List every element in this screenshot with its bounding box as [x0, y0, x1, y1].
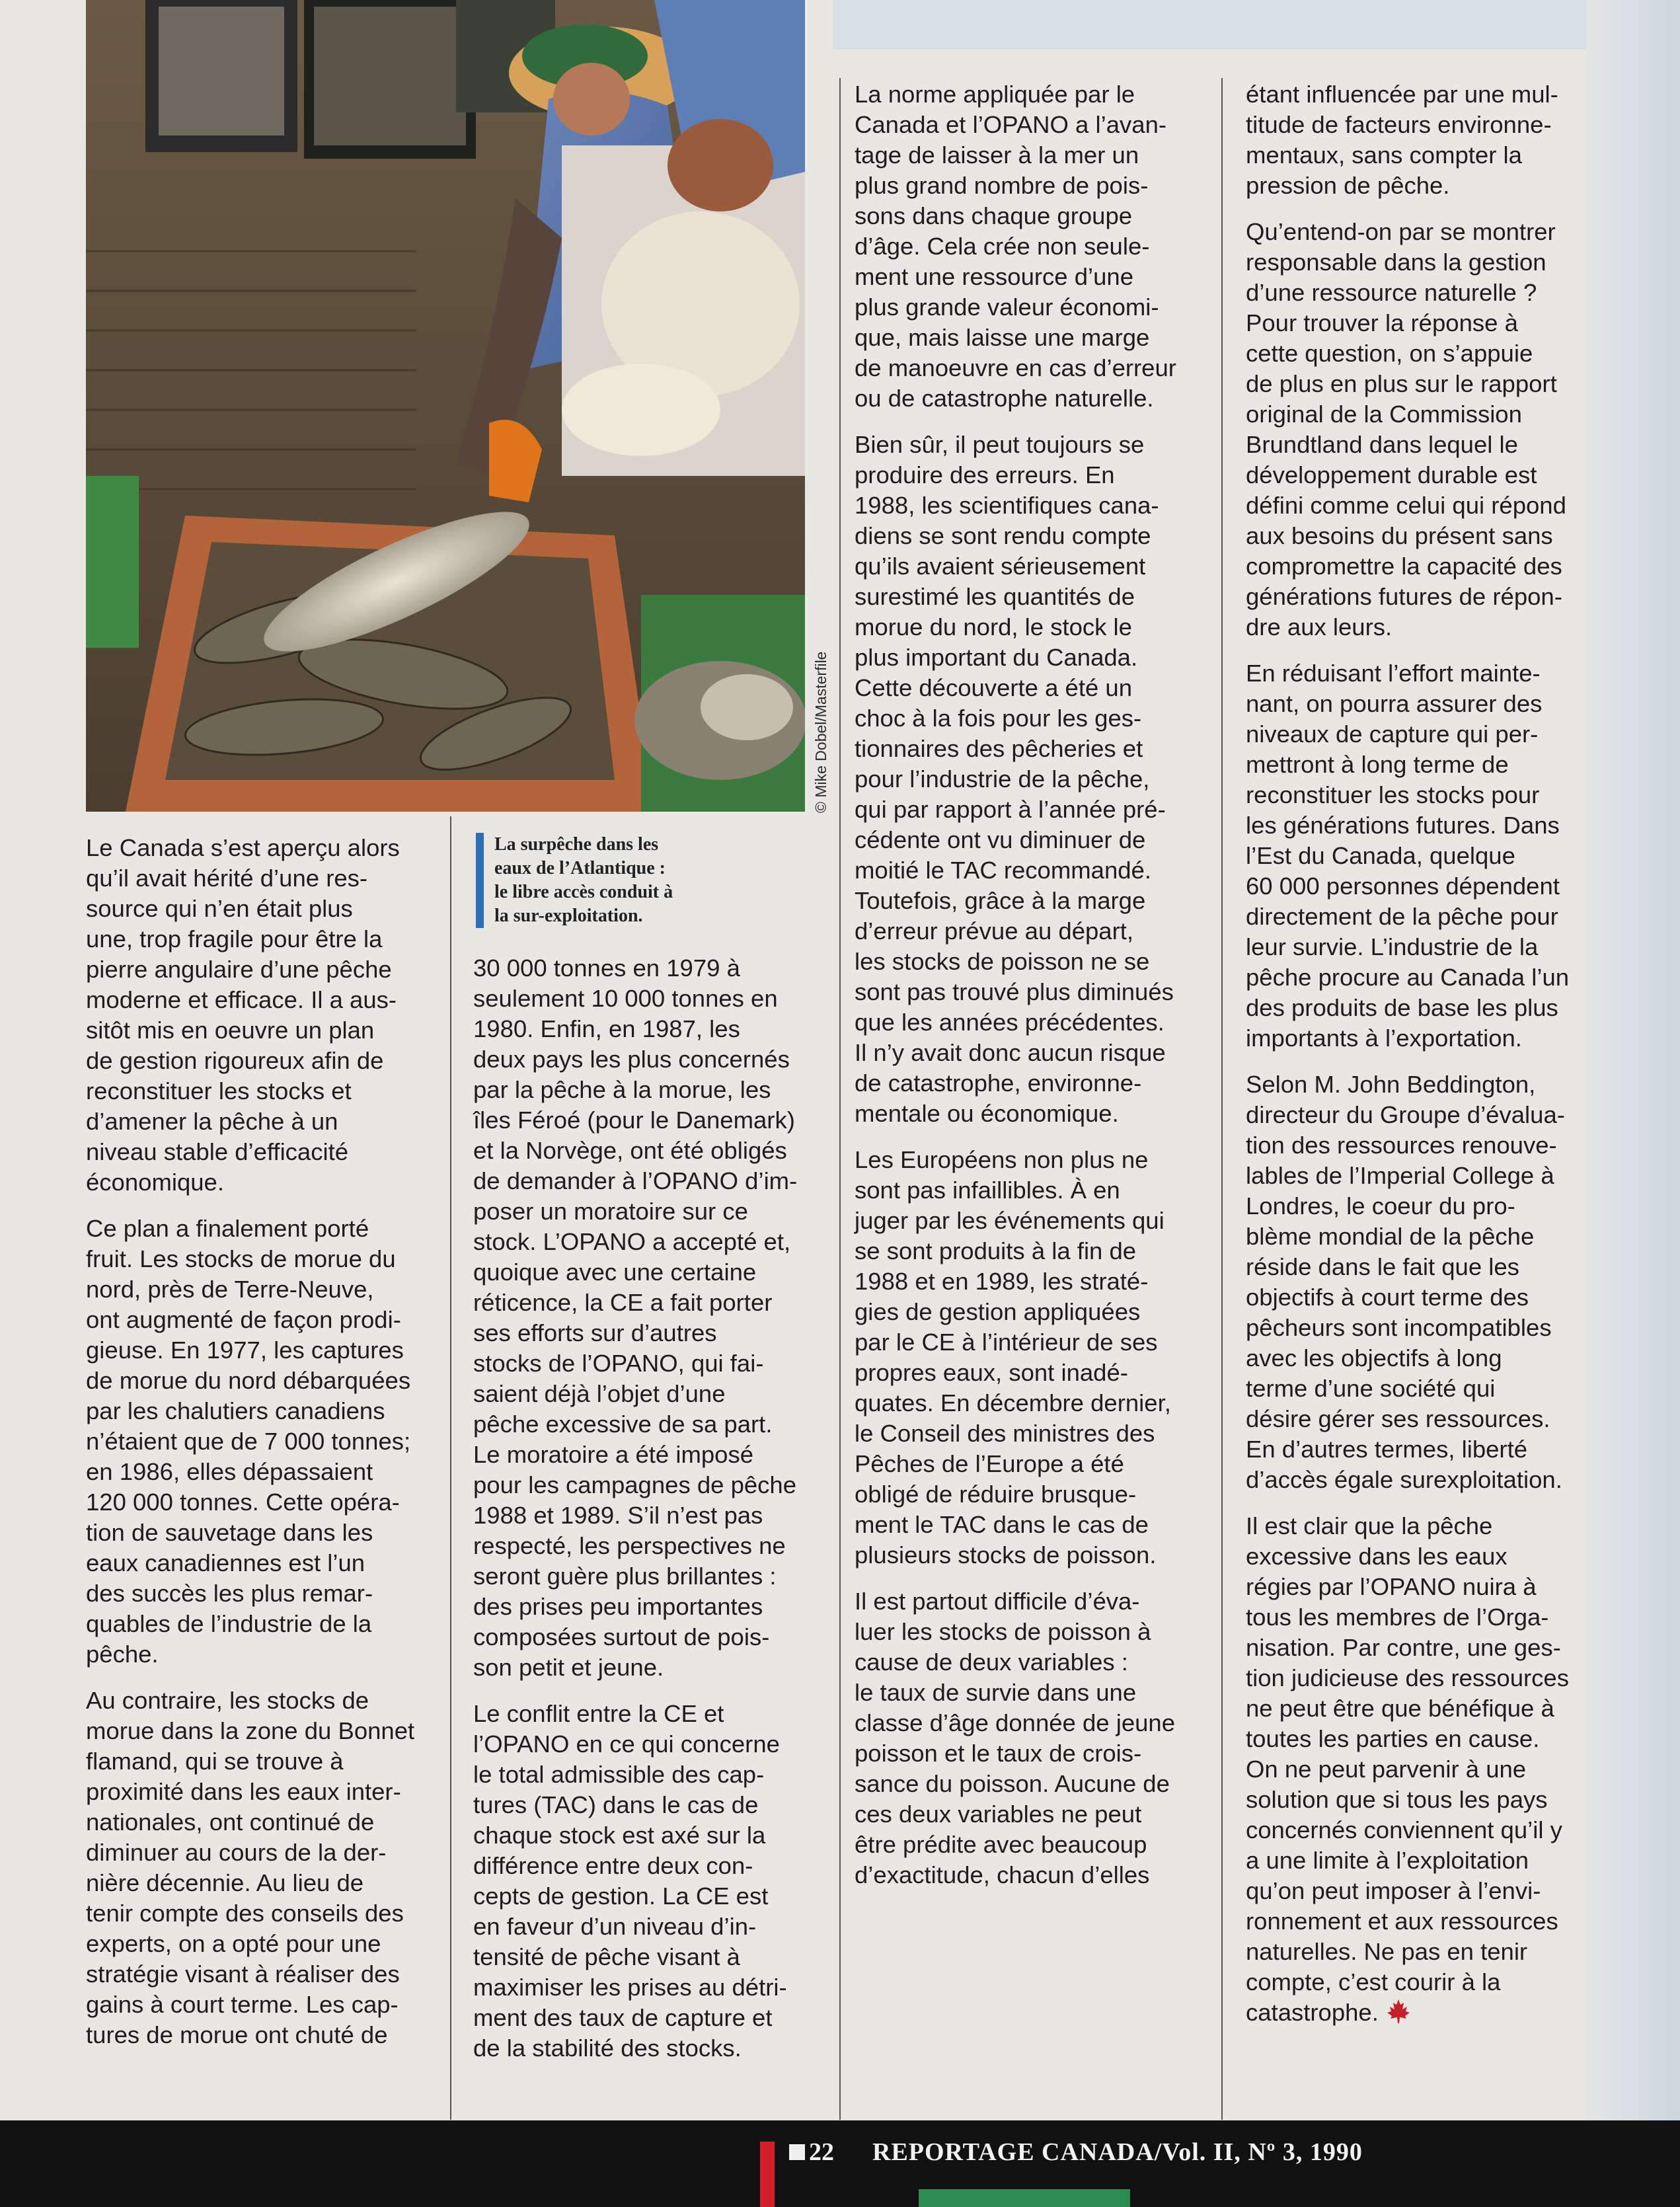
- paragraph: Ce plan a finalement porté fruit. Les stocks de morue du nord, près de Terre-Neuve, ont augmenté de façon prodi- gieuse. En 1977, les captures de morue du nord débarquées par les chalutiers canadiens n’étaient que de 7 000 tonnes; en 1986, elles dépassaient 120 000 tonnes. Cette opéra- tion de sauvetage dans les eaux canadiennes est l’un des succès les plus remar- quables de l’industrie de la pêche.: [86, 1215, 411, 1668]
- publication-title: REPORTAGE CANADA/Vol. II, Nº 3, 1990: [872, 2138, 1363, 2166]
- paragraph: Le Canada s’est aperçu alors qu’il avait hérité d’une res- source qui n’en était plus une, trop fragile pour être la pierre angulaire d’une pêche moderne et efficace. Il a aus- sitôt mis en oeuvre un plan de gestion rigoureux afin de reconstituer les stocks et d’amener la pêche à un niveau stable d’efficacité économique.: [86, 834, 400, 1196]
- footer-bar: [0, 2120, 1680, 2207]
- column-rule-1: [450, 816, 451, 2120]
- facing-page-edge: [1586, 0, 1680, 2207]
- paragraph: 30 000 tonnes en 1979 à seulement 10 000 tonnes en 1980. Enfin, en 1987, les deux pays les plus concernés par la pêche à la morue, les îles Féroé (pour le Danemark) et la Norvège, ont été obligés de demander à l’OPANO d’im- poser un moratoire sur ce stock. L’OPANO a accepté et, quoique avec une certaine réticence, la CE a fait porter ses efforts sur d’autres stocks de l’OPANO, qui fai- saient déjà l’objet d’une pêche excessive de sa part. Le moratoire a été imposé pour les campagnes de pêche 1988 et 1989. S’il n’est pas respecté, les perspectives ne seront guère plus brillantes : des prises peu importantes composées surtout de pois- son petit et jeune.: [473, 954, 798, 1681]
- fishermen-photo: [86, 0, 805, 812]
- paragraph: Selon M. John Beddington, directeur du Groupe d’évalua- tion des ressources renouve- lables de l’Imperial College à Londres, le coeur du pro- blème mondial de la pêche réside dans le fait que les objectifs à court terme des pêcheurs sont incompatibles avec les objectifs à long terme d’une société qui désire gérer ses ressources. En d’autres termes, liberté d’accès égale surexploitation.: [1246, 1071, 1565, 1493]
- footer-green-strip: [919, 2189, 1130, 2207]
- paragraph: Au contraire, les stocks de morue dans la zone du Bonnet flamand, qui se trouve à proximité dans les eaux inter- nationales, ont continué de diminuer au cours de la der- nière décennie. Au lieu de tenir compte des conseils des experts, on a opté pour une stratégie visant à réaliser des gains à court terme. Les cap- tures de morue ont chuté de: [86, 1687, 415, 2048]
- text-column-2: [473, 953, 817, 2079]
- paragraph: étant influencée par une mul- titude de facteurs environne- mentaux, sans compter la pression de pêche.: [1246, 81, 1558, 199]
- paragraph: En réduisant l’effort mainte- nant, on pourra assurer des niveaux de capture qui per- mettront à long terme de reconstituer les stocks pour les générations futures. Dans l’Est du Canada, quelque 60 000 personnes dépendent directement de la pêche pour leur survie. L’industrie de la pêche procure au Canada l’un des produits de base les plus importants à l’exportation.: [1246, 660, 1570, 1052]
- paragraph-text: Il est clair que la pêche excessive dans les eaux régies par l’OPANO nuira à tous les membres de l’Orga- nisation. Par contre, une ges- tion judicieuse des ressources ne peut être que bénéfique à toutes les parties en cause. On ne peut parvenir à une solution que si tous les pays concernés conviennent qu’il y a une limite à l’exploitation qu’on peut imposer à l’envi- ronnement et aux ressources naturelles. Ne pas en tenir compte, c’est courir à la catastrophe.: [1246, 1512, 1569, 2026]
- paragraph: Il est partout difficile d’éva- luer les stocks de poisson à cause de deux variables : le taux de survie dans une classe d’âge donnée de jeune poisson et le taux de crois- sance du poisson. Aucune de ces deux variables ne peut être prédite avec beaucoup d’exactitude, chacun d’elles: [855, 1588, 1176, 1888]
- footer-red-marker: [760, 2142, 775, 2207]
- paragraph: La norme appliquée par le Canada et l’OPANO a l’avan- tage de laisser à la mer un plus grand nombre de pois- sons dans chaque groupe d’âge. Cela crée non seule- ment une ressource d’une plus grande valeur économi- que, mais laisse une marge de manoeuvre en cas d’erreur ou de catastrophe naturelle.: [855, 81, 1176, 412]
- page-number: 22: [809, 2138, 834, 2166]
- text-column-3: [855, 79, 1205, 1906]
- facing-page-edge-top: [833, 0, 1680, 50]
- final-paragraph: [1246, 1511, 1589, 2028]
- paragraph: Qu’entend-on par se montrer responsable dans la gestion d’une ressource naturelle ? Pour trouver la réponse à cette question, on s’appuie de plus en plus sur le rapport original de la Commission Brundtland dans lequel le développement durable est défini comme celui qui répond aux besoins du présent sans compromettre la capacité des générations futures de répon- dre aux leurs.: [1246, 218, 1566, 640]
- pull-quote: La surpêche dans les eaux de l’Atlantique : le libre accès conduit à la sur-exploitation.: [476, 833, 785, 928]
- text-column-1: [86, 833, 430, 2066]
- photo-credit: © Mike Dobel/Masterfile: [812, 651, 829, 813]
- paragraph: Les Européens non plus ne sont pas infaillibles. À en juger par les événements qui se sont produits à la fin de 1988 et en 1989, les straté- gies de gestion appliquées par le CE à l’intérieur de ses propres eaux, sont inadé- quates. En décembre dernier, le Conseil des ministres des Pêches de l’Europe a été obligé de réduire brusque- ment le TAC dans le cas de plusieurs stocks de poisson.: [855, 1146, 1171, 1568]
- paragraph: Le conflit entre la CE et l’OPANO en ce qui concerne le total admissible des cap- tures (TAC) dans le cas de chaque stock est axé sur la différence entre deux con- cepts de gestion. La CE est en faveur d’un niveau d’in- tensité de pêche visant à maximiser les prises au détri- ment des taux de capture et de la stabilité des stocks.: [473, 1700, 787, 2062]
- maple-leaf-icon: [1385, 1998, 1412, 2025]
- footer-square-icon: [789, 2144, 805, 2160]
- paragraph: Bien sûr, il peut toujours se produire des erreurs. En 1988, les scientifiques cana- diens se sont rendu compte qu’ils avaient sérieusement surestimé les quantités de morue du nord, le stock le plus important du Canada. Cette découverte a été un choc à la fois pour les ges- tionnaires des pêcheries et pour l’industrie de la pêche, qui par rapport à l’année pré- cédente ont vu diminuer de moitié le TAC recommandé. Toutefois, grâce à la marge d’erreur prévue au départ, les stocks de poisson ne se sont pas trouvé plus diminués que les années précédentes. Il n’y avait donc aucun risque de catastrophe, environne- mentale ou économique.: [855, 431, 1174, 1127]
- text-column-4: [1246, 79, 1589, 2044]
- column-rule-2: [839, 78, 841, 2120]
- column-rule-3: [1221, 78, 1223, 2120]
